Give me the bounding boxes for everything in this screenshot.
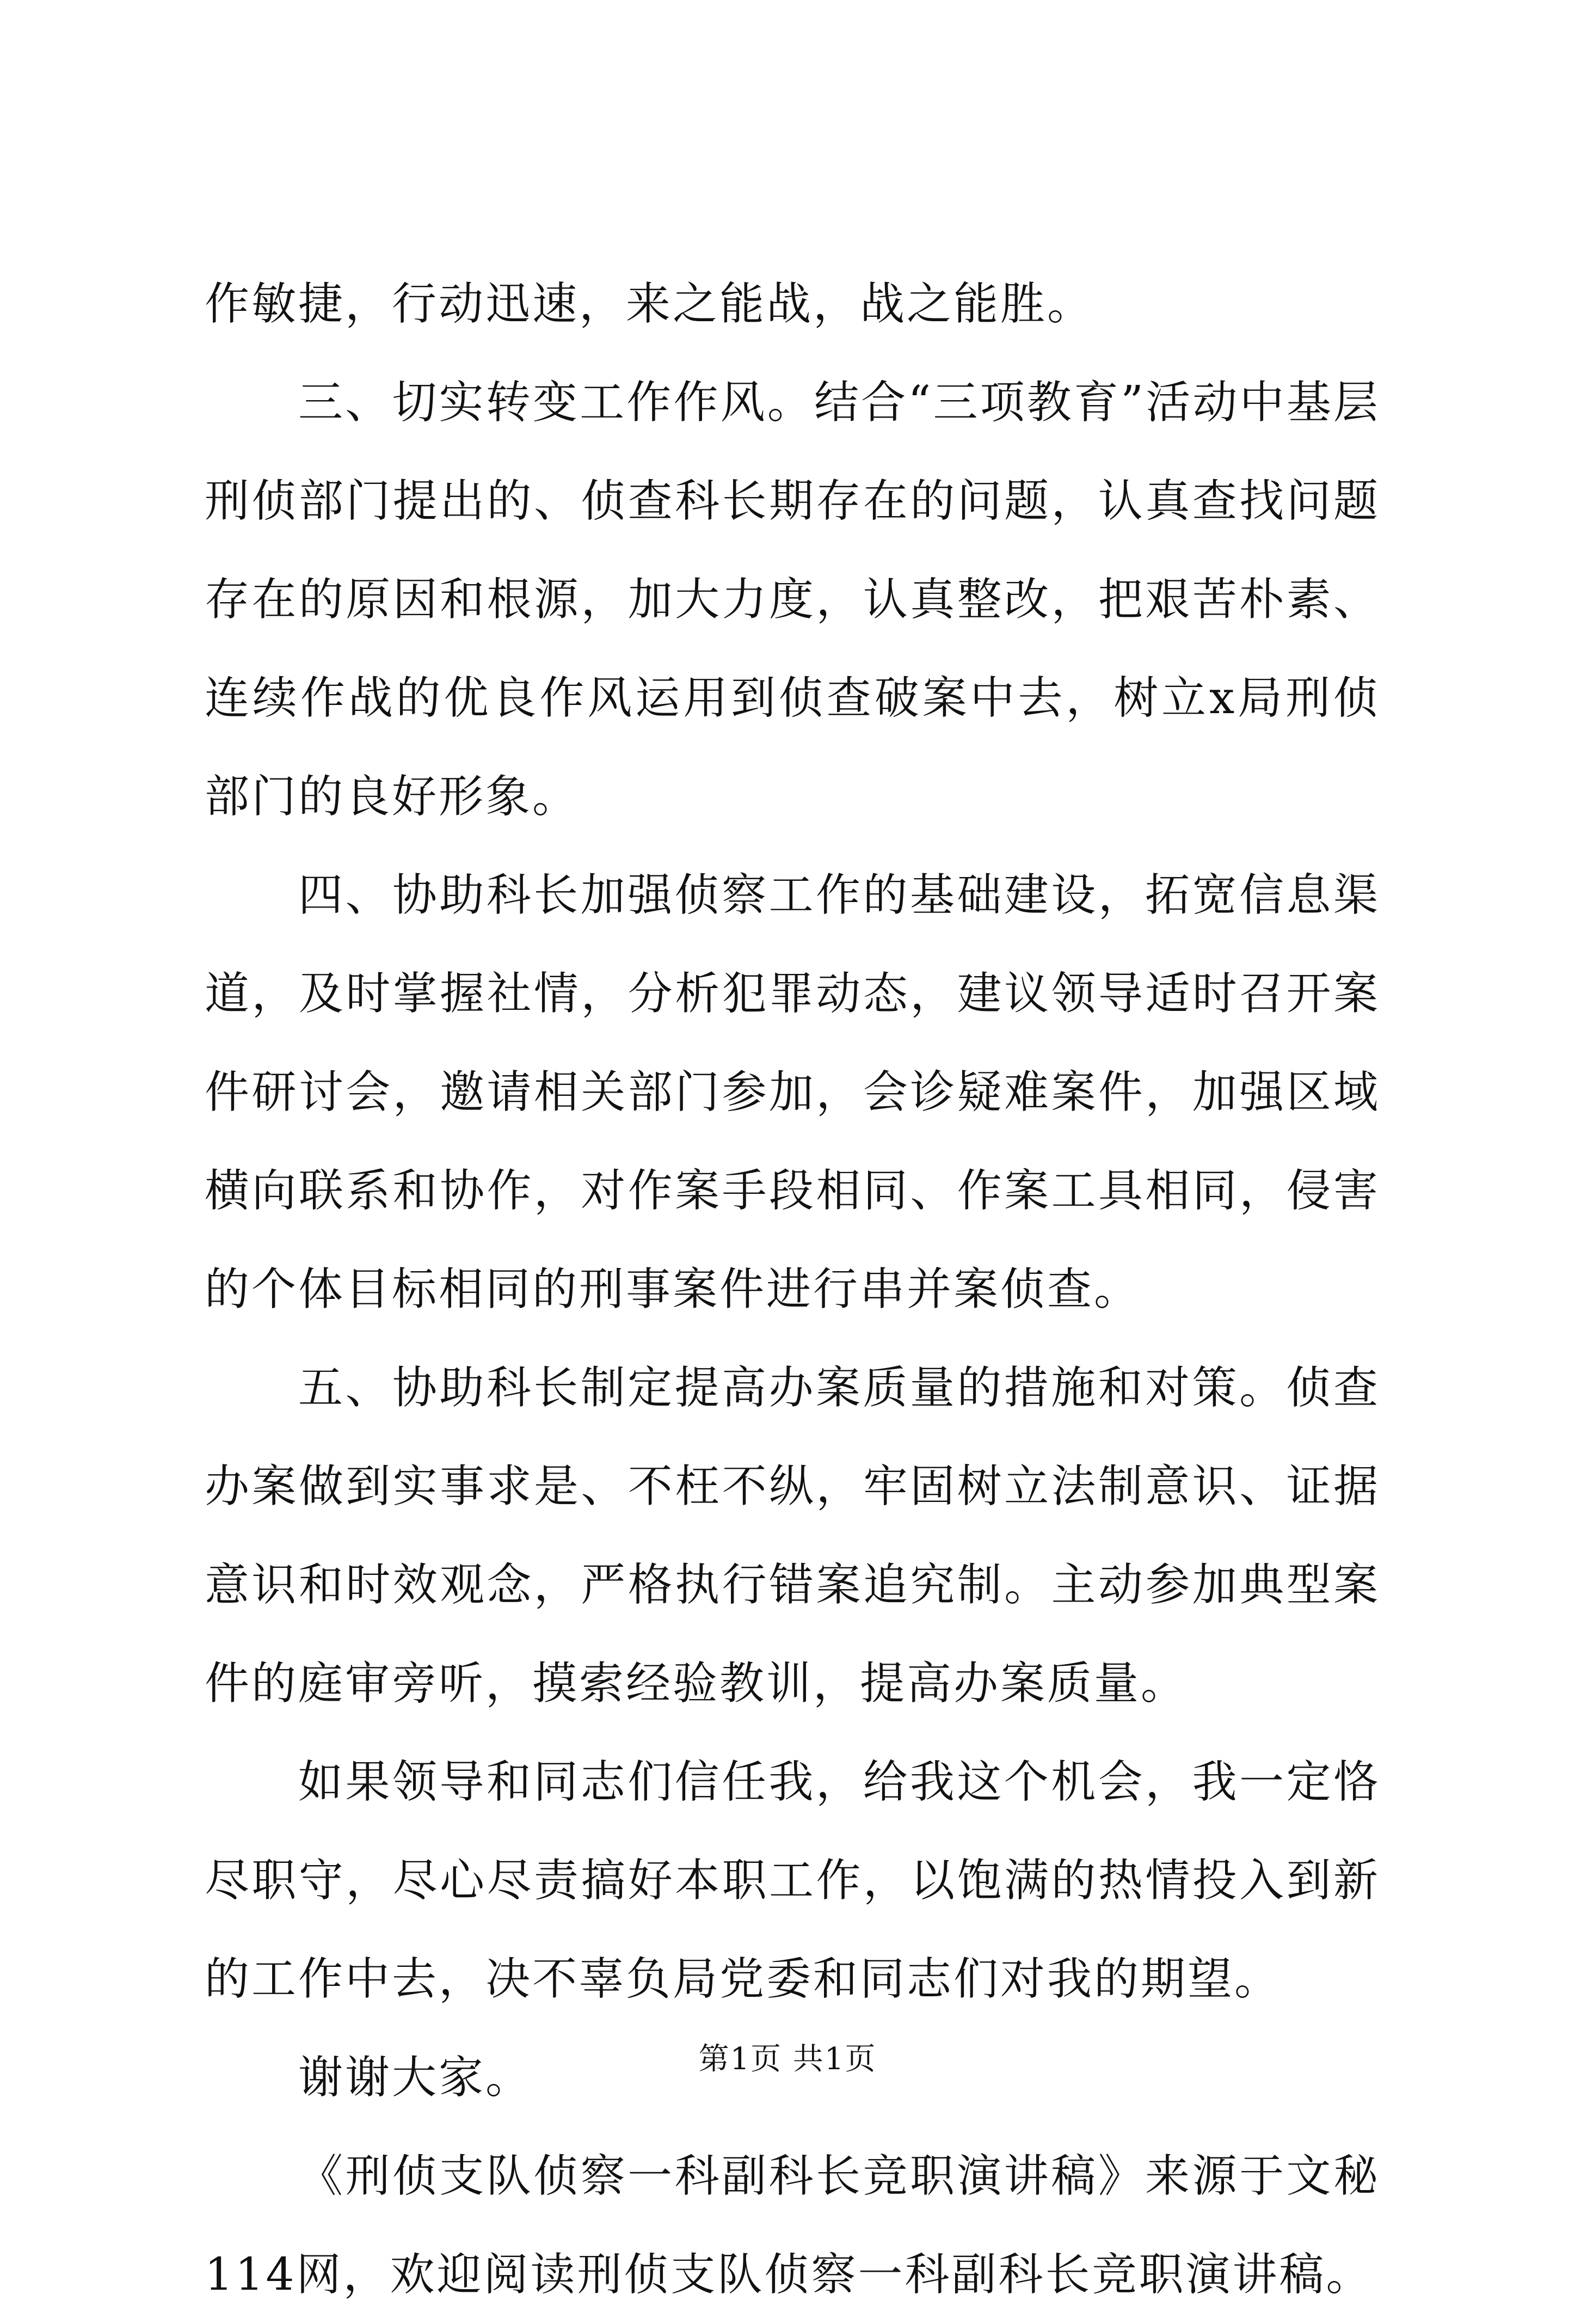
paragraph-item-4: 四、协助科长加强侦察工作的基础建设，拓宽信息渠道，及时掌握社情，分析犯罪动态，建议领导适时召开案件研讨会，邀请相关部门参加，会诊疑难案件，加强区域横向联系和协作，对作案手段相同、作案工具相同，侵害的个体目标相同的刑事案件进行串并案侦查。: [205, 869, 1380, 1315]
paragraph-thanks: 谢谢大家。: [298, 2052, 533, 2104]
paragraph-item-5: 五、协助科长制定提高办案质量的措施和对策。侦查办案做到实事求是、不枉不纵，牢固树立法制意识、证据意识和时效观念，严格执行错案追究制。主动参加典型案件的庭审旁听，摸索经验教训，提高办案质量。: [205, 1362, 1380, 1709]
paragraph-item-3: 三、切实转变工作作风。结合“三项教育”活动中基层刑侦部门提出的、侦查科长期存在的问题，认真查找问题存在的原因和根源，加大力度，认真整改，把艰苦朴素、连续作战的优良作风运用到侦查破案中去，树立x局刑侦部门的良好形象。: [205, 377, 1380, 823]
page-number-footer: 第1页 共1页: [698, 2041, 877, 2077]
paragraph-continuation: 作敏捷，行动迅速，来之能战，战之能胜。: [205, 278, 1094, 330]
paragraph-pledge: 如果领导和同志们信任我，给我这个机会，我一定恪尽职守，尽心尽责搞好本职工作，以饱满的热情投入到新的工作中去，决不辜负局党委和同志们对我的期望。: [205, 1756, 1380, 2005]
document-body: [205, 255, 1380, 2324]
paragraph-source-note: 《刑侦支队侦察一科副科长竞职演讲稿》来源于文秘114网，欢迎阅读刑侦支队侦察一科副科长竞职演讲稿。: [205, 2150, 1380, 2301]
